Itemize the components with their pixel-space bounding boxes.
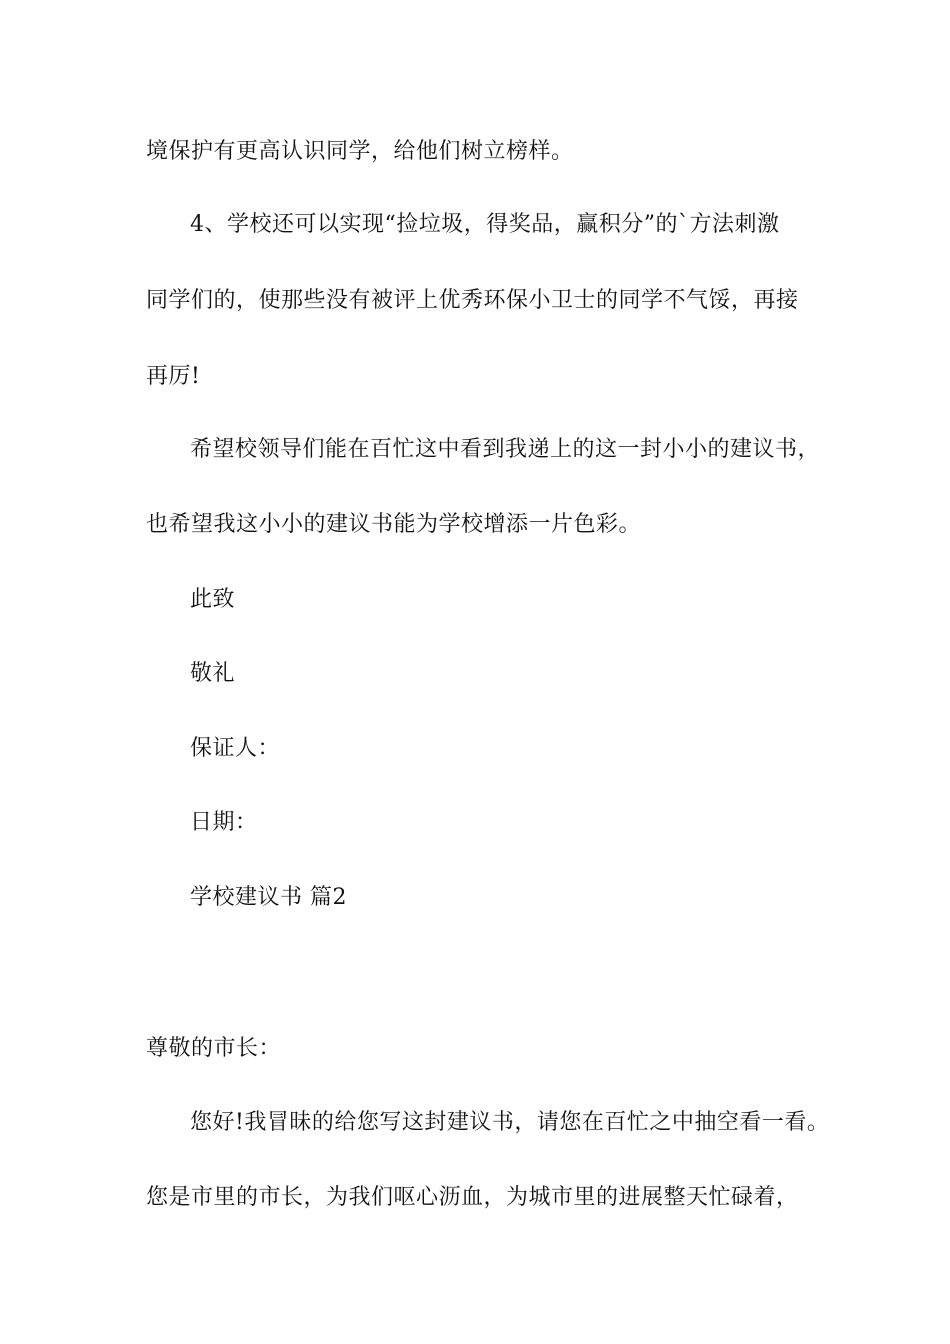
- paragraph-line: 您好!我冒昧的给您写这封建议书，请您在百忙之中抽空看一看。: [190, 1110, 830, 1135]
- section-heading: 学校建议书 篇2: [190, 885, 347, 910]
- paragraph-line: 希望校领导们能在百忙这中看到我递上的这一封小小的建议书，: [190, 437, 821, 462]
- closing-line: 敬礼: [190, 661, 236, 686]
- paragraph-line: 境保护有更高认识同学，给他们树立榜样。: [146, 139, 574, 164]
- paragraph-line: 也希望我这小小的建议书能为学校增添一片色彩。: [146, 512, 642, 537]
- paragraph-line: 同学们的，使那些没有被评上优秀环保小卫士的同学不气馁，再接: [146, 288, 799, 313]
- salutation-line: 尊敬的市长：: [146, 1036, 282, 1061]
- date-line: 日期：: [190, 810, 258, 835]
- signature-line: 保证人：: [190, 736, 281, 761]
- paragraph-line: 再厉!: [146, 364, 201, 389]
- paragraph-line: 4、学校还可以实现“捡垃圾，得奖品，赢积分”的`方法刺激: [190, 212, 780, 237]
- closing-line: 此致: [190, 587, 236, 612]
- paragraph-line: 您是市里的市长，为我们呕心沥血，为城市里的进展整天忙碌着，: [146, 1185, 799, 1210]
